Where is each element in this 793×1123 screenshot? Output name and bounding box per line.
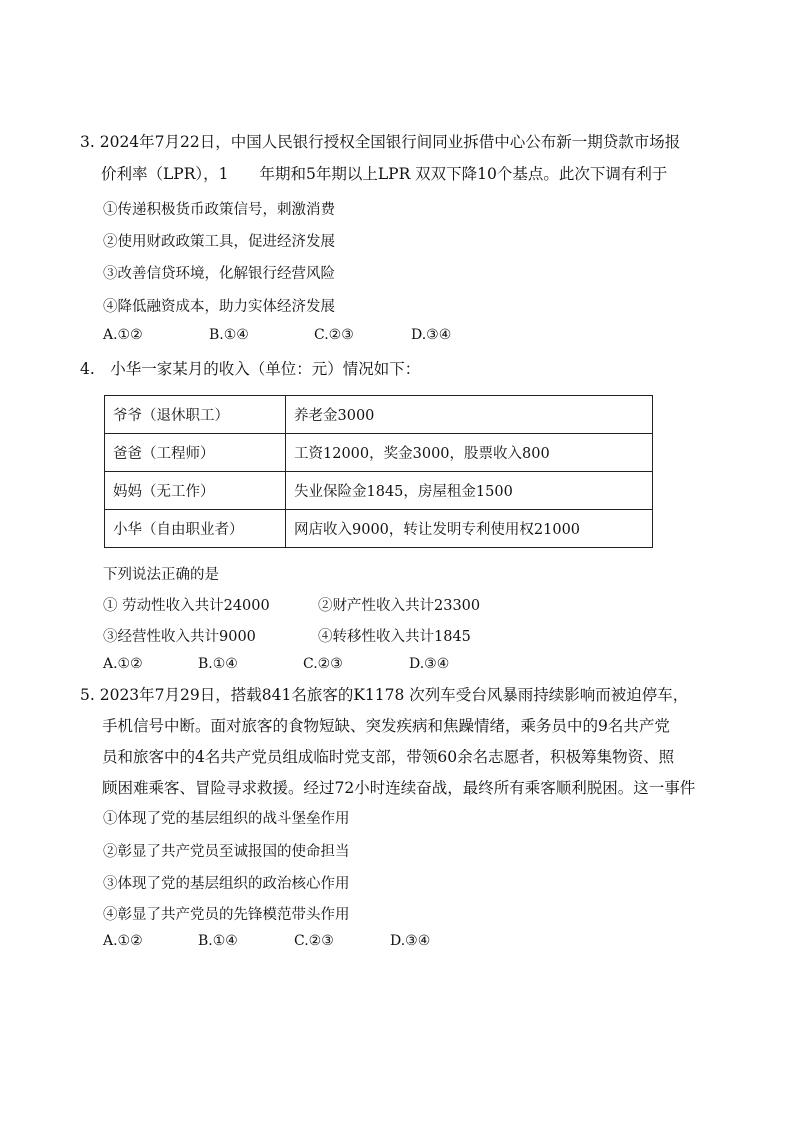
q3-choice-b[interactable]: B.①④ — [209, 327, 249, 343]
q3-option-1: ①传递积极货币政策信号，刺激消费 — [103, 202, 335, 218]
q3-option-2: ②使用财政政策工具，促进经济发展 — [103, 234, 335, 250]
table-cell: 爷爷（退休职工） — [105, 396, 286, 434]
q5-option-1: ①体现了党的基层组织的战斗堡垒作用 — [103, 811, 350, 827]
q4-option-4: ④转移性收入共计1845 — [318, 629, 471, 645]
q5-option-2: ②彰显了共产党员至诚报国的使命担当 — [103, 844, 350, 860]
table-cell: 妈妈（无工作） — [105, 472, 286, 510]
q5-stem-line-3: 员和旅客中的4名共产党员组成临时党支部，带领60余名志愿者，积极筹集物资、照 — [102, 748, 675, 766]
q5-choice-d[interactable]: D.③④ — [390, 933, 431, 949]
q3-option-3: ③改善信贷环境，化解银行经营风险 — [103, 266, 335, 282]
q3-choice-c[interactable]: C.②③ — [314, 327, 354, 343]
q4-option-3: ③经营性收入共计9000 — [103, 629, 256, 645]
table-cell: 网店收入9000，转让发明专利使用权21000 — [286, 510, 653, 548]
q5-option-4: ④彰显了共产党员的先锋模范带头作用 — [103, 907, 350, 923]
table-cell: 爸爸（工程师） — [105, 434, 286, 472]
q3-option-4: ④降低融资成本，助力实体经济发展 — [103, 299, 335, 315]
table-cell: 失业保险金1845，房屋租金1500 — [286, 472, 653, 510]
q3-choice-d[interactable]: D.③④ — [411, 327, 452, 343]
q5-option-3: ③体现了党的基层组织的政治核心作用 — [103, 876, 350, 892]
q4-option-1: ① 劳动性收入共计24000 — [103, 598, 270, 614]
table-cell: 工资12000，奖金3000，股票收入800 — [286, 434, 653, 472]
q4-choice-c[interactable]: C.②③ — [303, 656, 343, 672]
table-row — [105, 396, 653, 434]
income-table — [104, 395, 653, 548]
q3-stem-line-2: 价利率（LPR），1 年期和5年期以上LPR 双双下降10个基点。此次下调有利于 — [101, 165, 668, 183]
q4-stem: 4. 小华一家某月的收入（单位：元）情况如下： — [80, 360, 421, 378]
q3-stem-line-1: 3. 2024年7月22日，中国人民银行授权全国银行间同业拆借中心公布新一期贷款市场报 — [80, 133, 681, 151]
q4-option-2: ②财产性收入共计23300 — [318, 598, 481, 614]
q5-choice-c[interactable]: C.②③ — [294, 933, 334, 949]
table-row — [105, 510, 653, 548]
q5-choice-a[interactable]: A.①② — [103, 933, 143, 949]
q5-choice-b[interactable]: B.①④ — [198, 933, 238, 949]
q4-prompt: 下列说法正确的是 — [103, 567, 219, 583]
q5-stem-line-4: 顾困难乘客、冒险寻求救援。经过72小时连续奋战，最终所有乘客顺利脱困。这一事件 — [102, 779, 696, 797]
q5-stem-line-2: 手机信号中断。面对旅客的食物短缺、突发疾病和焦躁情绪，乘务员中的9名共产党 — [102, 717, 670, 735]
q4-choice-a[interactable]: A.①② — [103, 656, 143, 672]
table-row — [105, 434, 653, 472]
q5-stem-line-1: 5. 2023年7月29日，搭载841名旅客的K1178 次列车受台风暴雨持续影响而被迫停车， — [80, 686, 689, 704]
table-cell: 养老金3000 — [286, 396, 653, 434]
table-cell: 小华（自由职业者） — [105, 510, 286, 548]
q4-choice-d[interactable]: D.③④ — [409, 656, 450, 672]
q4-choice-b[interactable]: B.①④ — [198, 656, 238, 672]
q3-choice-a[interactable]: A.①② — [103, 327, 143, 343]
table-row — [105, 472, 653, 510]
